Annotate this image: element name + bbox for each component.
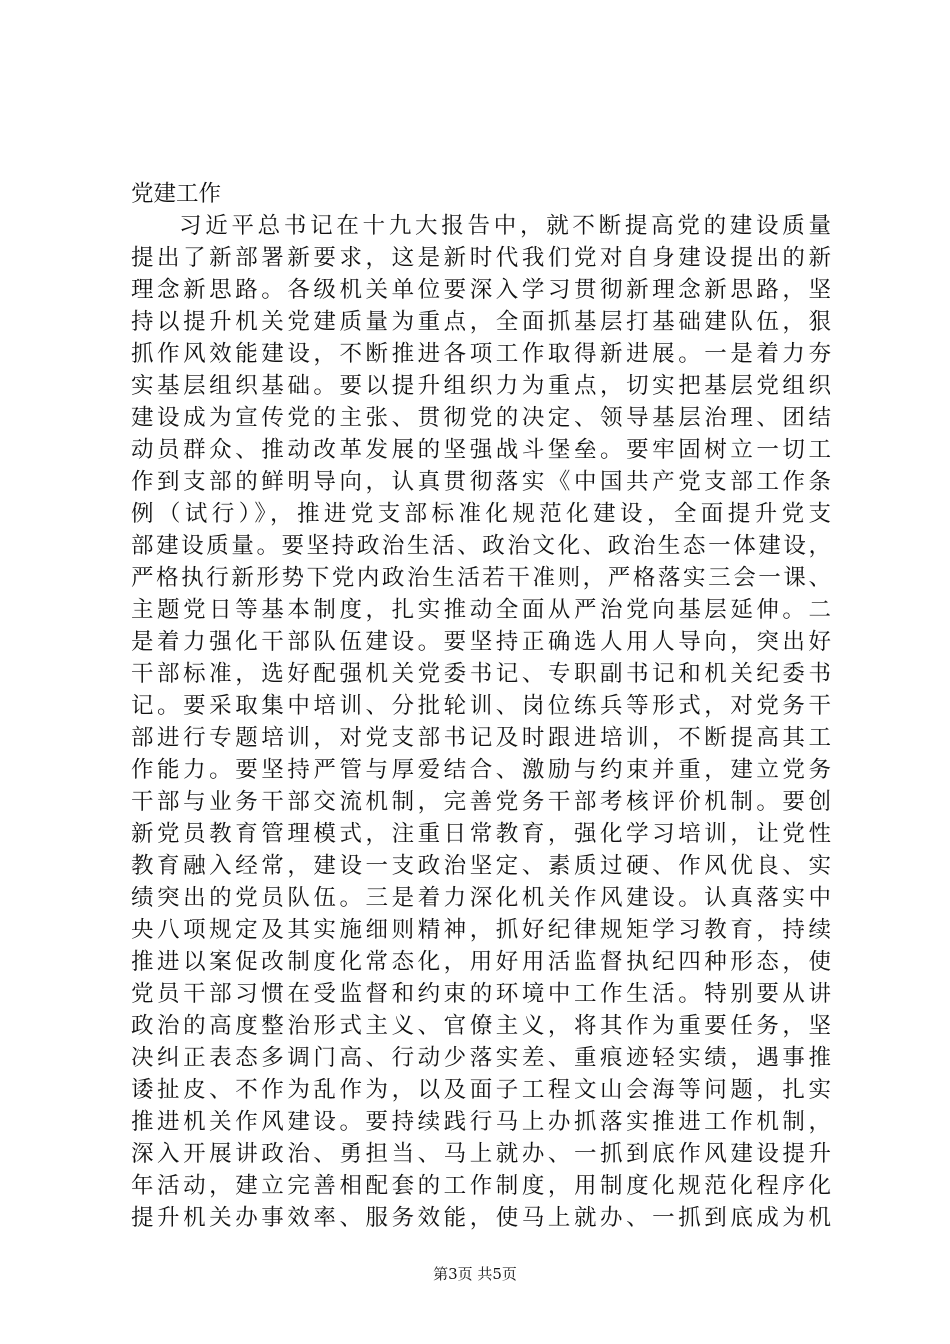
paragraph-line: 提升机关办事效率、服务效能，使马上就办、一抓到底成为机 xyxy=(131,1205,831,1231)
paragraph-line: 严格执行新形势下党内政治生活若干准则，严格落实三会一课、 xyxy=(131,565,831,591)
paragraph-line: 理念新思路。各级机关单位要深入学习贯彻新理念新思路，坚 xyxy=(131,277,831,303)
heading-fragment: 党建工作 xyxy=(131,181,222,207)
paragraph-line: 提出了新部署新要求，这是新时代我们党对自身建设提出的新 xyxy=(131,245,831,271)
paragraph-line: 实基层组织基础。要以提升组织力为重点，切实把基层党组织 xyxy=(131,373,831,399)
paragraph-line: 党员干部习惯在受监督和约束的环境中工作生活。特别要从讲 xyxy=(131,981,831,1007)
paragraph-line: 持以提升机关党建质量为重点，全面抓基层打基础建队伍，狠 xyxy=(131,309,831,335)
body-paragraph xyxy=(131,210,831,1234)
paragraph-line: 教育融入经常，建设一支政治坚定、素质过硬、作风优良、实 xyxy=(131,853,831,879)
paragraph-line: 推进以案促改制度化常态化，用好用活监督执纪四种形态，使 xyxy=(131,949,831,975)
paragraph-line: 动员群众、推动改革发展的坚强战斗堡垒。要牢固树立一切工 xyxy=(131,437,831,463)
document-body xyxy=(131,178,831,1234)
paragraph-line: 深入开展讲政治、勇担当、马上就办、一抓到底作风建设提升 xyxy=(131,1141,831,1167)
paragraph-line: 推进机关作风建设。要持续践行马上办抓落实推进工作机制， xyxy=(131,1109,831,1135)
paragraph-line: 央八项规定及其实施细则精神，抓好纪律规矩学习教育，持续 xyxy=(131,917,831,943)
paragraph-line: 新党员教育管理模式，注重日常教育，强化学习培训，让党性 xyxy=(131,821,831,847)
paragraph-line: 干部标准，选好配强机关党委书记、专职副书记和机关纪委书 xyxy=(131,661,831,687)
paragraph-line: 建设成为宣传党的主张、贯彻党的决定、领导基层治理、团结 xyxy=(131,405,831,431)
paragraph-line: 决纠正表态多调门高、行动少落实差、重痕迹轻实绩，遇事推 xyxy=(131,1045,831,1071)
paragraph-line: 习近平总书记在十九大报告中，就不断提高党的建设质量 xyxy=(179,213,831,239)
paragraph-line: 部进行专题培训，对党支部书记及时跟进培训，不断提高其工 xyxy=(131,725,831,751)
page-number-footer: 第3页 共5页 xyxy=(433,1265,517,1283)
paragraph-line: 是着力强化干部队伍建设。要坚持正确选人用人导向，突出好 xyxy=(131,629,831,655)
paragraph-line: 作到支部的鲜明导向，认真贯彻落实《中国共产党支部工作条 xyxy=(131,469,831,495)
paragraph-line: 政治的高度整治形式主义、官僚主义，将其作为重要任务，坚 xyxy=(131,1013,831,1039)
paragraph-line: 例（试行）》，推进党支部标准化规范化建设，全面提升党支 xyxy=(131,501,831,527)
paragraph-line: 绩突出的党员队伍。三是着力深化机关作风建设。认真落实中 xyxy=(131,885,831,911)
paragraph-line: 主题党日等基本制度，扎实推动全面从严治党向基层延伸。二 xyxy=(131,597,831,623)
paragraph-line: 作能力。要坚持严管与厚爱结合、激励与约束并重，建立党务 xyxy=(131,757,831,783)
paragraph-line: 干部与业务干部交流机制，完善党务干部考核评价机制。要创 xyxy=(131,789,831,815)
paragraph-line: 诿扯皮、不作为乱作为，以及面子工程文山会海等问题，扎实 xyxy=(131,1077,831,1103)
paragraph-line: 部建设质量。要坚持政治生活、政治文化、政治生态一体建设， xyxy=(131,533,831,559)
paragraph-line: 记。要采取集中培训、分批轮训、岗位练兵等形式，对党务干 xyxy=(131,693,831,719)
paragraph-line: 抓作风效能建设，不断推进各项工作取得新进展。一是着力夯 xyxy=(131,341,831,367)
paragraph-line: 年活动，建立完善相配套的工作制度，用制度化规范化程序化 xyxy=(131,1173,831,1199)
